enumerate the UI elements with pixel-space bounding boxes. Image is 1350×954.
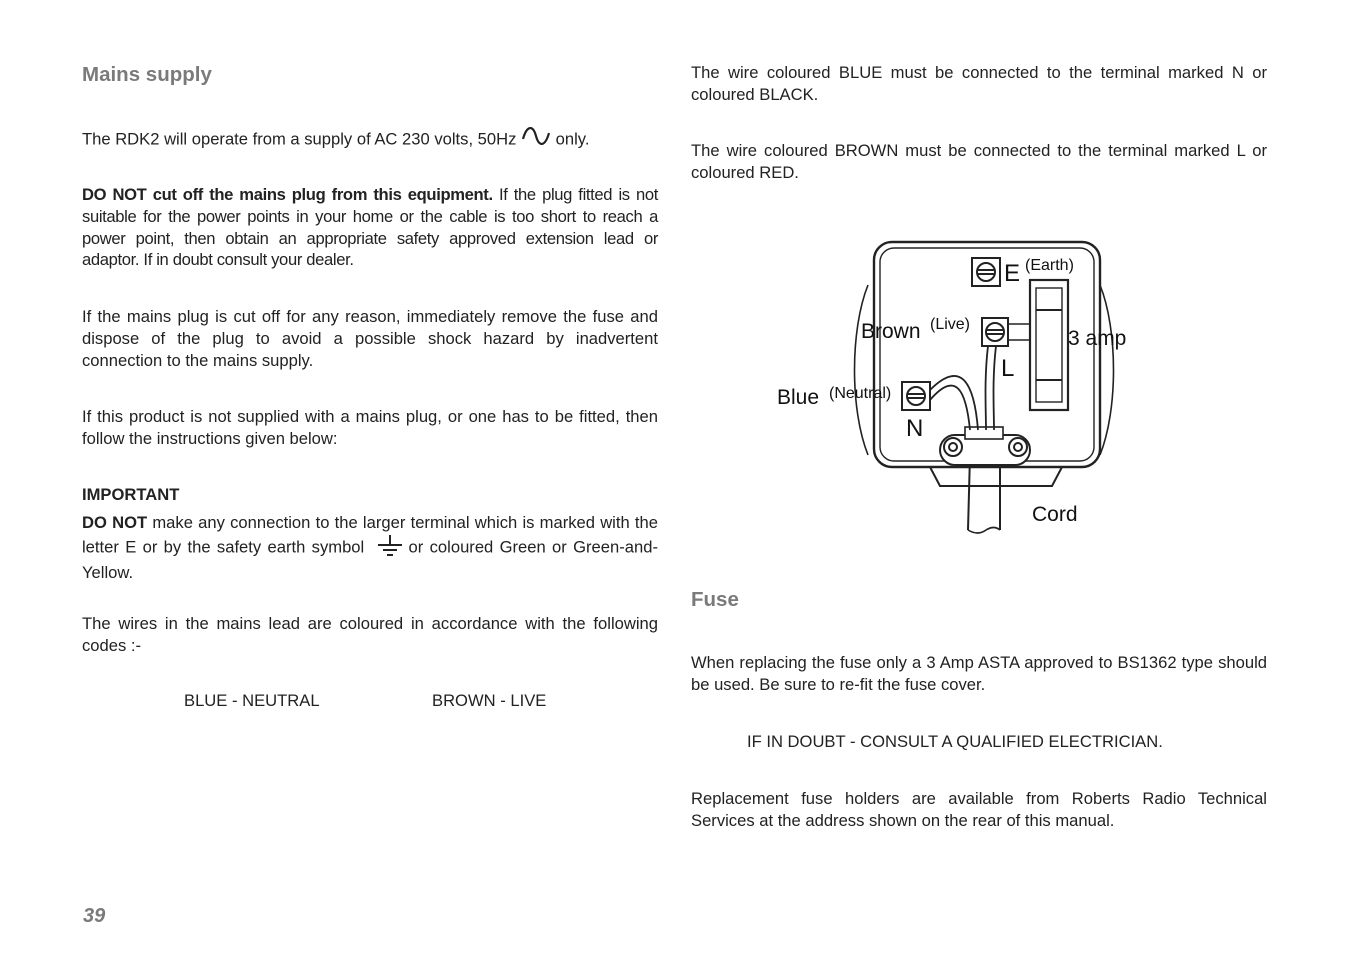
label-blue: Blue [777, 386, 820, 409]
label-cord: Cord [1032, 503, 1078, 526]
doubt-notice: IF IN DOUBT - CONSULT A QUALIFIED ELECTRICIAN. [747, 732, 1163, 751]
ac-sine-icon [521, 127, 551, 153]
blue-wire-paragraph: The wire coloured BLUE must be connected to the terminal marked N or coloured BLACK. [691, 63, 1267, 104]
mains-supply-heading: Mains supply [82, 63, 212, 86]
label-3-amp: 3 amp [1068, 327, 1127, 350]
code-brown: BROWN - LIVE [432, 691, 547, 710]
replacement-paragraph: Replacement fuse holders are available from Roberts Radio Technical Services at the address shown on the rear of this manual. [691, 789, 1267, 830]
not-supplied-paragraph: If this product is not supplied with a mains plug, or one has to be fitted, then follow the instructions given below: [82, 407, 658, 448]
label-n: N [906, 415, 924, 442]
supply-paragraph: The RDK2 will operate from a supply of AC 230 volts, 50Hz only. [82, 127, 658, 153]
fuse-paragraph: When replacing the fuse only a 3 Amp ASTA approved to BS1362 type should be used. Be sure to re-fit the fuse cover. [691, 653, 1267, 694]
earth-symbol-icon [377, 534, 403, 562]
important-paragraph: DO NOT make any connection to the larger terminal which is marked with the letter E or by the safety earth symbol or coloured Green or Green-and-Yellow. [82, 513, 658, 582]
label-neutral: (Neutral) [829, 385, 892, 402]
fuse-heading: Fuse [691, 588, 739, 611]
plug-wiring-diagram [760, 230, 1160, 550]
code-blue: BLUE - NEUTRAL [184, 691, 320, 710]
cutoff-paragraph: If the mains plug is cut off for any reason, immediately remove the fuse and dispose of the plug to avoid a possible shock hazard by inadvertent connection to the mains supply. [82, 307, 658, 370]
label-live: (Live) [930, 316, 971, 333]
brown-wire-paragraph: The wire coloured BROWN must be connected to the terminal marked L or coloured RED. [691, 141, 1267, 182]
important-heading: IMPORTANT [82, 485, 180, 504]
colour-codes [82, 691, 658, 713]
label-l: L [1001, 355, 1015, 382]
label-earth: (Earth) [1025, 257, 1074, 274]
label-e: E [1004, 260, 1021, 287]
page-number: 39 [83, 905, 106, 927]
do-not-cut-paragraph: DO NOT cut off the mains plug from this equipment. If the plug fitted is not suitable for the power points in your home or the cable is too short to reach a power point, then obtain an appropriate safety approved extension lead or adaptor. If in doubt consult your dealer. [82, 185, 659, 270]
label-brown: Brown [861, 320, 921, 343]
wires-paragraph: The wires in the mains lead are coloured in accordance with the following codes :- [82, 614, 658, 655]
